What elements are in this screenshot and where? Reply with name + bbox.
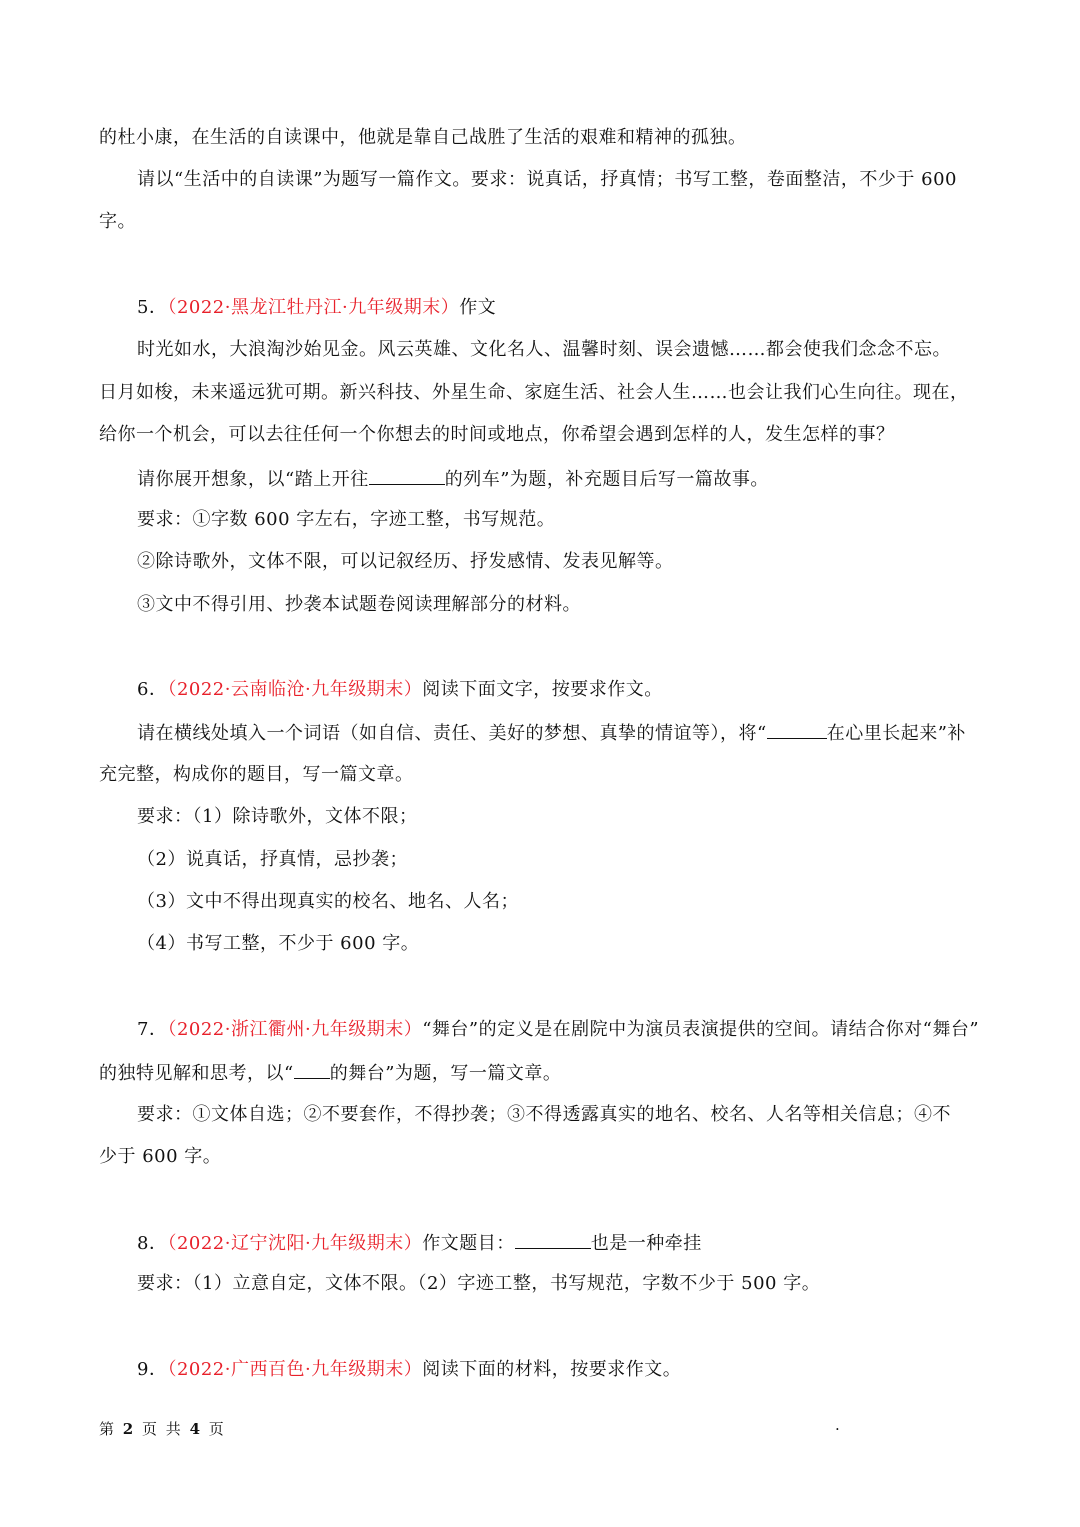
- q6-paragraph-2: 充完整，构成你的题目，写一篇文章。: [99, 764, 414, 785]
- q6-source: （2022·云南临沧·九年级期末）: [167, 679, 423, 700]
- q7-source: （2022·浙江衢州·九年级期末）: [167, 1019, 423, 1040]
- q7-number: 7．: [137, 1019, 168, 1040]
- footer-middle: 页 共: [142, 1420, 183, 1438]
- q6-prompt-start: 请在横线处填入一个词语（如自信、责任、美好的梦想、真挚的情谊等），将“: [137, 723, 767, 744]
- q8-source: （2022·辽宁沈阳·九年级期末）: [167, 1233, 423, 1254]
- q5-paragraph-2: 日月如梭，未来遥远犹可期。新兴科技、外星生命、家庭生活、社会人生……也会让我们心生向往。现在，: [99, 382, 969, 403]
- q6-heading: [137, 678, 663, 702]
- q5-number: 5．: [137, 297, 168, 318]
- q6-prompt-end: 在心里长起来”补: [826, 723, 966, 744]
- q7-heading: [137, 1018, 979, 1042]
- footer-suffix: 页: [208, 1420, 226, 1438]
- q8-label: 作文题目：: [422, 1233, 515, 1254]
- q5-requirement-3: ③文中不得引用、抄袭本试题卷阅读理解部分的材料。: [137, 594, 581, 615]
- q5-prompt: [137, 466, 769, 492]
- q7-prompt-end: 的舞台”为题，写一篇文章。: [329, 1063, 562, 1084]
- q7-fill-blank: [294, 1060, 330, 1079]
- q5-paragraph-1: 时光如水，大浪淘沙始见金。风云英雄、文化名人、温馨时刻、误会遗憾……都会使我们念念不忘。: [137, 339, 951, 360]
- footer-prefix: 第: [99, 1420, 117, 1438]
- total-page-number: 4: [189, 1420, 203, 1438]
- q5-label: 作文: [459, 297, 497, 318]
- q4-tail-line-2: 请以“生活中的自读课”为题写一篇作文。要求：说真话，抒真情；书写工整，卷面整洁，不少于 600: [137, 169, 957, 190]
- page-footer: [99, 1418, 226, 1439]
- q7-prompt-start: 的独特见解和思考，以“: [99, 1063, 294, 1084]
- footer-dot: .: [835, 1416, 840, 1434]
- q8-title-end: 也是一种牵挂: [590, 1233, 702, 1254]
- q8-number: 8．: [137, 1233, 168, 1254]
- q8-heading: [137, 1230, 702, 1256]
- q5-prompt-end: 的列车”为题，补充题目后写一篇故事。: [444, 469, 769, 490]
- q7-paragraph-1: “舞台”的定义是在剧院中为演员表演提供的空间。请结合你对“舞台”: [422, 1019, 980, 1040]
- q5-source: （2022·黑龙江牡丹江·九年级期末）: [167, 297, 460, 318]
- current-page-number: 2: [122, 1420, 136, 1438]
- q9-source: （2022·广西百色·九年级期末）: [167, 1359, 423, 1380]
- q7-requirement-1: 要求：①文体自选；②不要套作，不得抄袭；③不得透露真实的地名、校名、人名等相关信息；④不: [137, 1104, 951, 1125]
- q6-label: 阅读下面文字，按要求作文。: [422, 679, 663, 700]
- q9-number: 9．: [137, 1359, 168, 1380]
- q8-requirement: 要求：（1）立意自定，文体不限。（2）字迹工整，书写规范，字数不少于 500 字。: [137, 1273, 821, 1294]
- q7-paragraph-2: [99, 1060, 561, 1086]
- q6-fill-blank: [767, 720, 827, 739]
- q5-fill-blank: [369, 466, 445, 485]
- q6-number: 6．: [137, 679, 168, 700]
- q5-prompt-start: 请你展开想象，以“踏上开往: [137, 469, 369, 490]
- q4-tail-line-3: 字。: [99, 211, 136, 232]
- q4-tail-line-1: 的杜小康，在生活的自读课中，他就是靠自己战胜了生活的艰难和精神的孤独。: [99, 127, 747, 148]
- q6-requirement-3: （3）文中不得出现真实的校名、地名、人名；: [137, 891, 519, 912]
- q9-label: 阅读下面的材料，按要求作文。: [422, 1359, 682, 1380]
- q6-requirement-1: 要求：（1）除诗歌外，文体不限；: [137, 806, 418, 827]
- q9-heading: [137, 1358, 681, 1382]
- q5-requirement-2: ②除诗歌外，文体不限，可以记叙经历、抒发感情、发表见解等。: [137, 551, 674, 572]
- q6-requirement-4: （4）书写工整，不少于 600 字。: [137, 933, 420, 954]
- q6-requirement-2: （2）说真话，抒真情，忌抄袭；: [137, 849, 408, 870]
- q7-requirement-2: 少于 600 字。: [99, 1146, 222, 1167]
- q5-requirement-1: 要求：①字数 600 字左右，字迹工整，书写规范。: [137, 509, 556, 530]
- q8-fill-blank: [515, 1230, 591, 1249]
- q5-paragraph-3: 给你一个机会，可以去往任何一个你想去的时间或地点，你希望会遇到怎样的人，发生怎样的事？: [99, 424, 895, 445]
- q5-heading: [137, 296, 496, 320]
- q6-paragraph-1: [137, 720, 966, 746]
